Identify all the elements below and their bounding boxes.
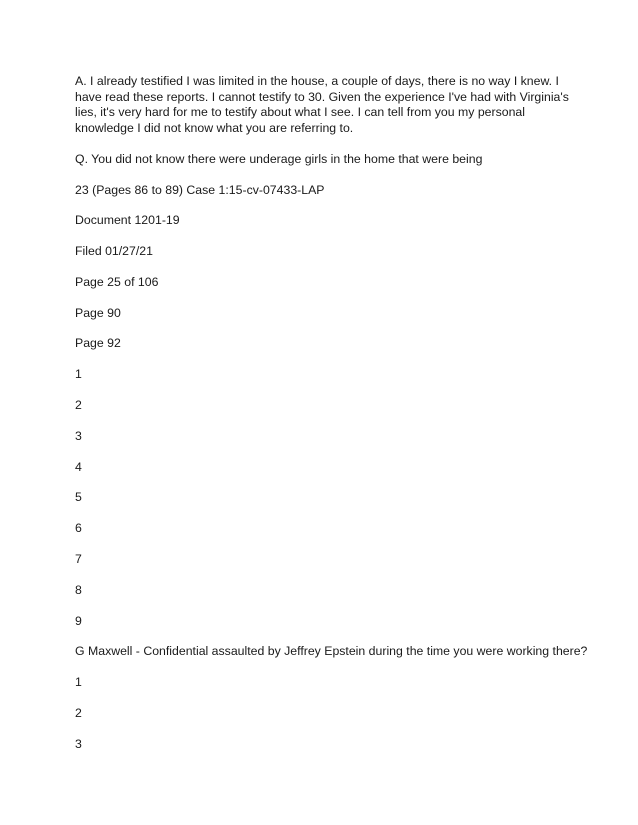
page-range-case-number: 23 (Pages 86 to 89) Case 1:15-cv-07433-LAP [75, 182, 325, 197]
continuation-line: G Maxwell - Confidential assaulted by Jeffrey Epstein during the time you were working there? [75, 644, 588, 659]
document-body [75, 74, 588, 768]
line-number: 6 [75, 521, 82, 536]
line-number: 2 [75, 706, 82, 721]
line-number: 7 [75, 552, 82, 567]
page-count: Page 25 of 106 [75, 274, 159, 289]
answer-paragraph: A. I already testified I was limited in the house, a couple of days, there is no way I knew. I have read these reports. I cannot testify to 30. Given the experience I've had with Virginia's lies, it's very hard for me to testify about what I see. I can tell from you my personal knowledge I did not know what you are referring to. [75, 74, 569, 135]
document-number: Document 1201-19 [75, 213, 180, 228]
line-number: 2 [75, 398, 82, 413]
line-number: 1 [75, 367, 82, 382]
filed-date: Filed 01/27/21 [75, 244, 153, 259]
line-number: 8 [75, 582, 82, 597]
line-number: 1 [75, 675, 82, 690]
line-number: 9 [75, 613, 82, 628]
line-number: 3 [75, 736, 82, 751]
page-label-92: Page 92 [75, 336, 121, 351]
line-number: 5 [75, 490, 82, 505]
line-number: 3 [75, 428, 82, 443]
page-label-90: Page 90 [75, 305, 121, 320]
line-number: 4 [75, 459, 82, 474]
question-paragraph: Q. You did not know there were underage girls in the home that were being [75, 151, 483, 166]
